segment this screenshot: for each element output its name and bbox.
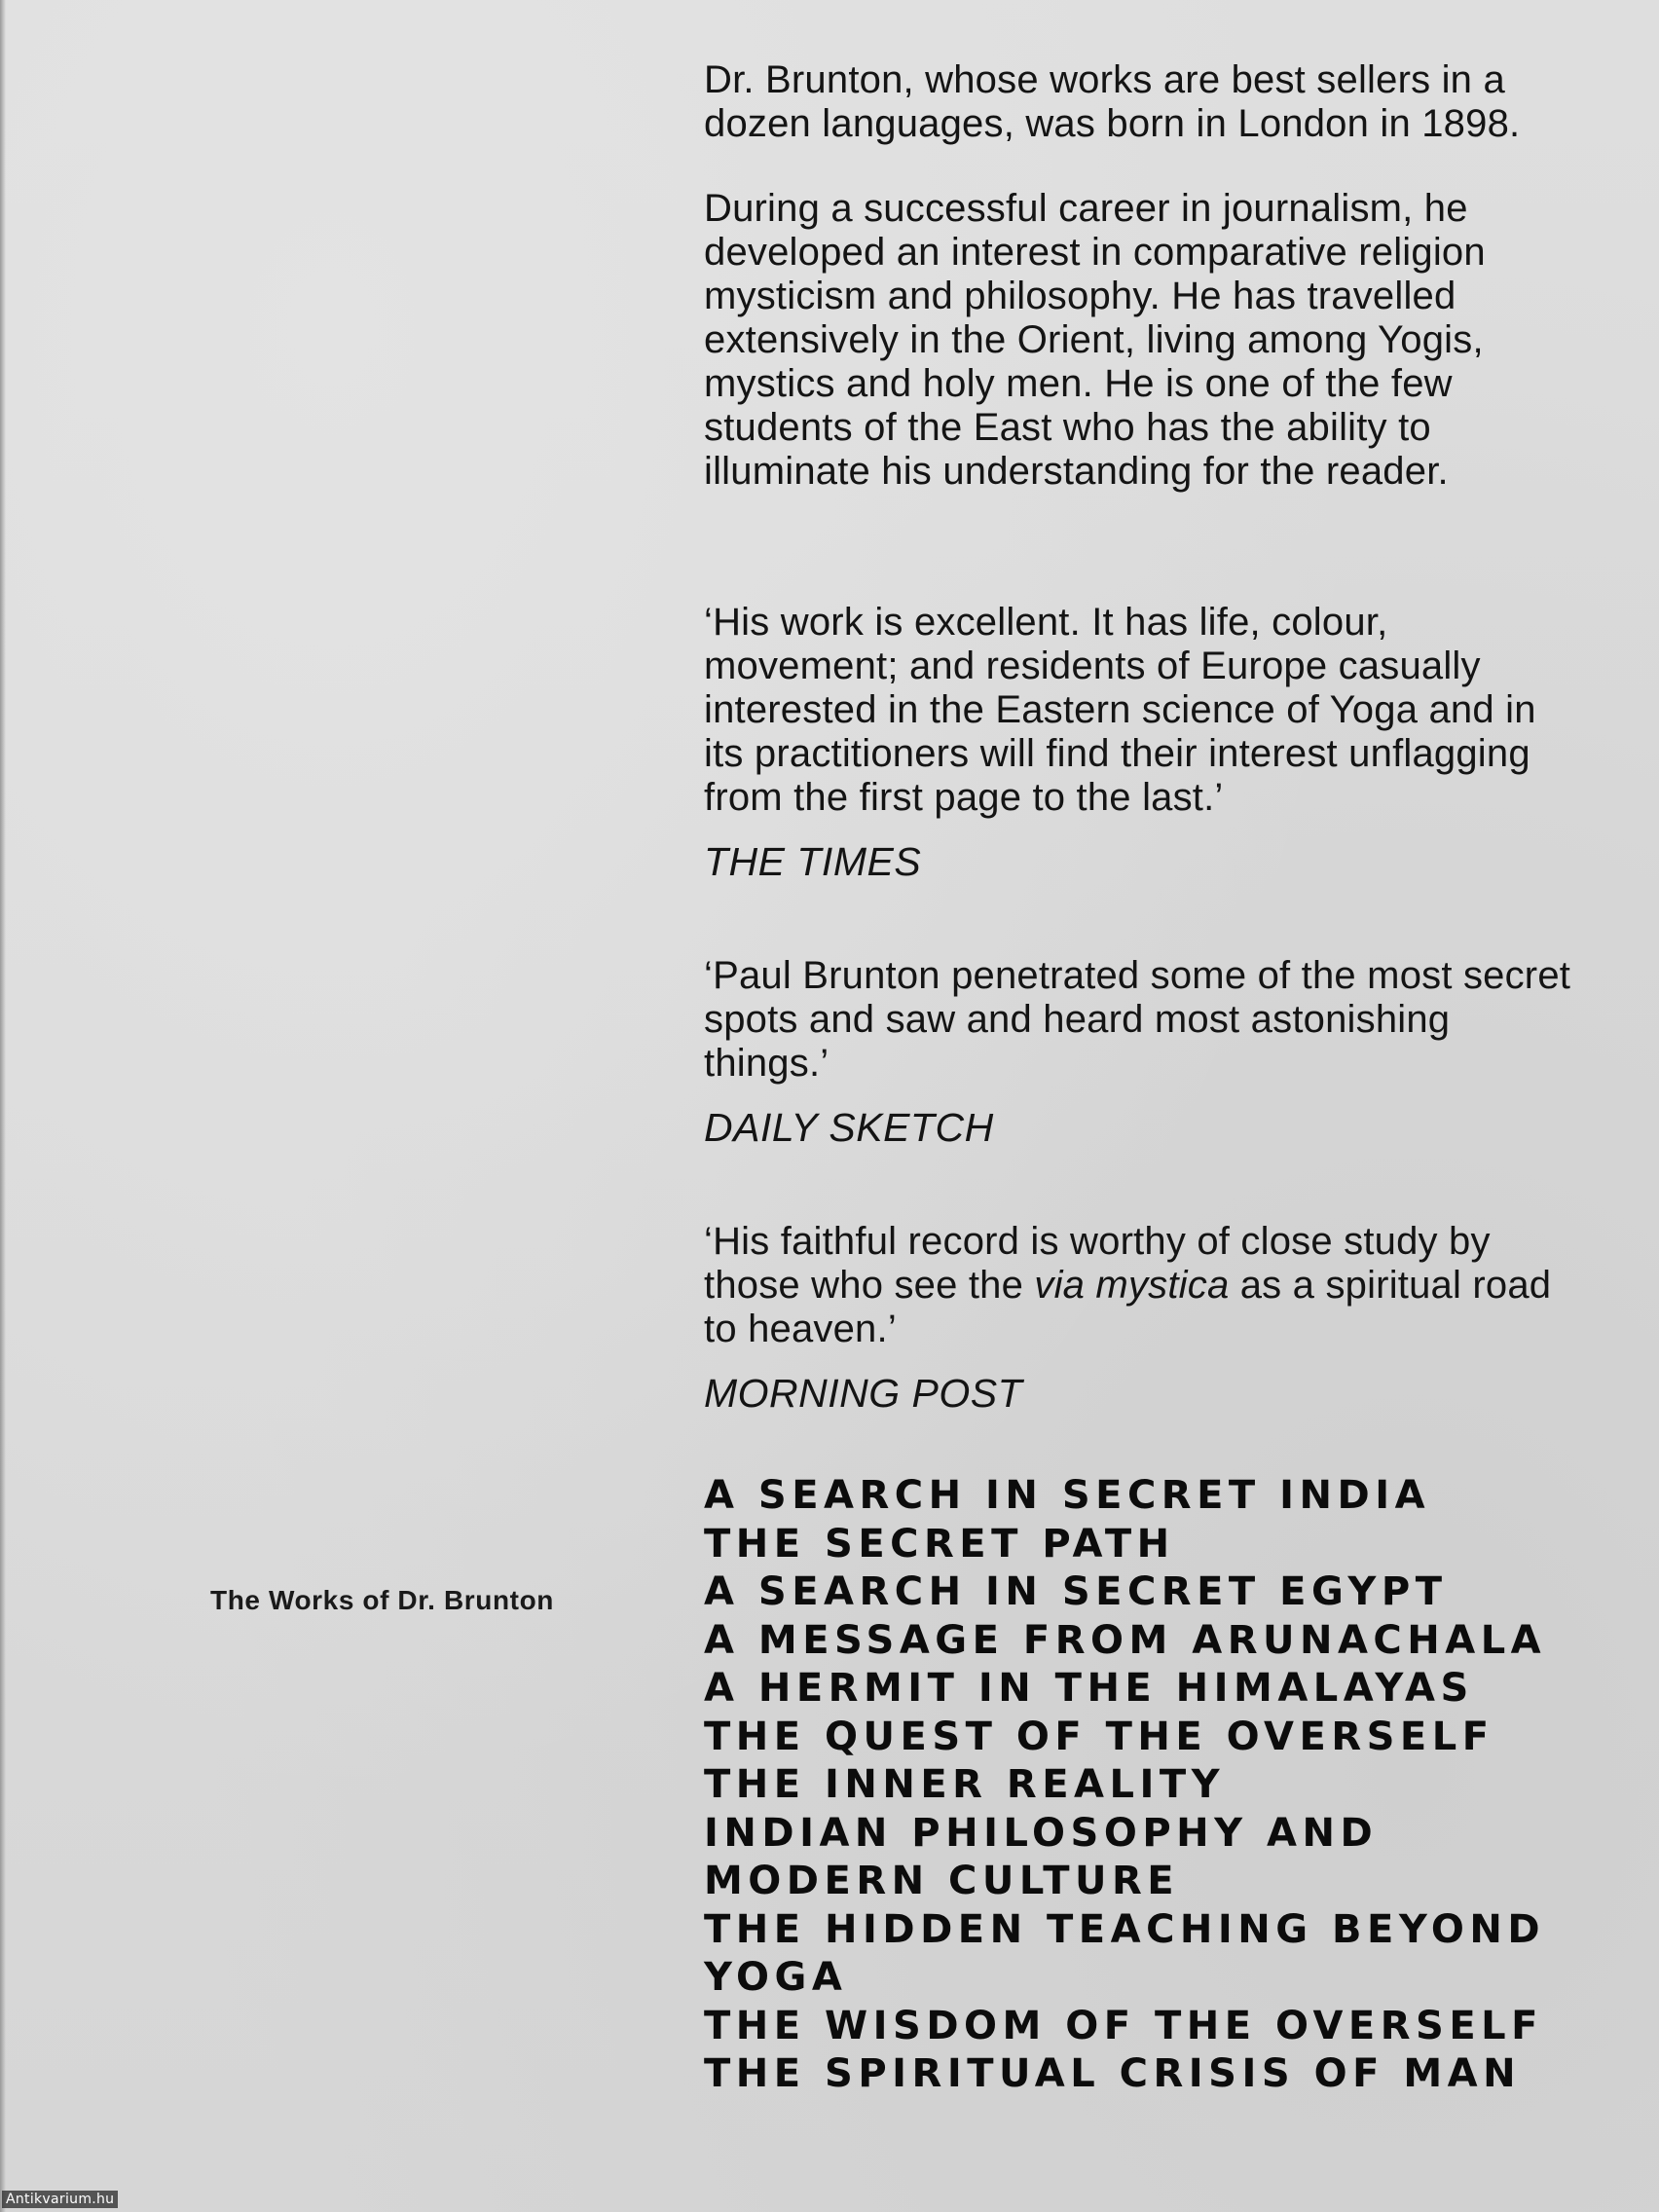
watermark: Antikvarium.hu <box>2 2191 118 2208</box>
works-list <box>704 1472 1580 2099</box>
work-title: THE INNER REALITY <box>704 1762 1226 1807</box>
work-title: A HERMIT IN THE HIMALAYAS <box>704 1666 1474 1711</box>
work-title: INDIAN PHILOSOPHY AND MODERN CULTURE <box>704 1810 1379 1903</box>
review-source: THE TIMES <box>704 839 922 884</box>
review-quote-end: as a spiritual road to heaven.’ <box>704 1264 1552 1350</box>
review-quote: ‘Paul Brunton penetrated some of the most secret spots and saw and heard most astonishing things.’ <box>704 954 1571 1085</box>
works-label: The Works of Dr. Brunton <box>210 1585 554 1615</box>
work-title: THE WISDOM OF THE OVERSELF <box>704 2003 1543 2048</box>
review-quote-italic: via mystica <box>1034 1264 1230 1307</box>
work-title: A SEARCH IN SECRET EGYPT <box>704 1569 1448 1614</box>
review-quote: ‘His work is excellent. It has life, colour, movement; and residents of Europe casually interested in the Eastern science of Yoga and in its practitioners will find their interest unflagging from the first page to the last.’ <box>704 601 1536 819</box>
bio-paragraph-1: Dr. Brunton, whose works are best sellers in a dozen languages, was born in London in 1898. <box>704 58 1521 145</box>
work-title: THE QUEST OF THE OVERSELF <box>704 1714 1494 1759</box>
work-title: A SEARCH IN SECRET INDIA <box>704 1473 1431 1518</box>
review-source: MORNING POST <box>704 1371 1023 1416</box>
cover-edge-shadow <box>0 0 6 2212</box>
work-title: THE HIDDEN TEACHING BEYOND YOGA <box>704 1906 1546 2000</box>
review-quote <box>704 1220 1580 1351</box>
review-morning-post <box>704 1220 1580 1416</box>
review-times <box>704 601 1580 884</box>
text-column <box>704 58 1580 2099</box>
bio-paragraph-2: During a successful career in journalism, he developed an interest in comparative religion mysticism and philosophy. He has travelled extensively in the Orient, living among Yogis, mystics and holy men. He is one of the few students of the East who has the ability to illuminate his understanding for the reader. <box>704 187 1486 493</box>
work-title: THE SPIRITUAL CRISIS OF MAN <box>704 2051 1522 2096</box>
review-daily-sketch <box>704 954 1580 1150</box>
work-title: A MESSAGE FROM ARUNACHALA <box>704 1617 1547 1663</box>
review-source: DAILY SKETCH <box>704 1105 994 1150</box>
work-title: THE SECRET PATH <box>704 1521 1175 1567</box>
review-quote-start: ‘His faithful record is worthy of close study by those who see the <box>704 1220 1491 1307</box>
